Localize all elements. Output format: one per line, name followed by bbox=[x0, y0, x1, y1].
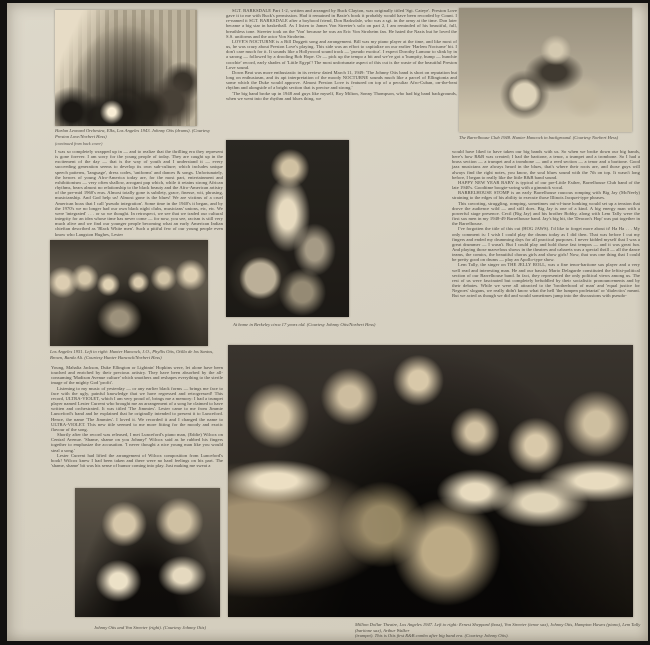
caption-barrelhouse-club: The Barrelhouse Club 1948. Hunter Hancock in background. (Courtesy Norbert Hess) bbox=[459, 135, 619, 140]
album-page bbox=[7, 3, 648, 641]
caption-harlan-leonard: Harlan Leonard Orchestra, Elks, Los Angeles 1943. Johnny Otis (drums). (Courtesy Preston Love/Norbert Hess) bbox=[55, 128, 210, 139]
photo-los-angeles-1951-group bbox=[50, 240, 208, 346]
paragraph: would have liked to have taken our big bands with us. So when we broke down our big bands, here's how R&B was created; I had the baritone, a tenor, a trumpet and a trombone. So I had a brass section — a trumpet and a trombone — and a reed section — a tenor and a baritone. Good jazz musicians are always heard in the blues, that's where their roots are, and those guys will always find the right notes, you know, the soul blues sound with the 7th on top. It wasn't long before, I began to really like the little R&B band sound. bbox=[452, 149, 640, 180]
paragraph: Shortly after the record was released, I met Lunceford's piano man, (Eddie) Wilcox on Central Avenue. 'Shame, shame on you Johnny!' Wilcox said as he rubbed his fingers together to emphasize the accusation. 'I never thought a nice young man like you would steal a song.' bbox=[51, 432, 223, 453]
paragraph: Lem Tally, the singer on THE JELLY ROLL, was a fine tenor-baritone sax player and a very well read and interesting man. He and our bassist Mario Delagarde constituted the leftist-political section of our Barrelhouse band. In fact, they represented the only political views among us. The rest of us were fascinated but completely befuddled by their socialistic pronouncements and by their debates. While we were all attracted to the 'brotherhood of man' and 'equal justice for Negroes' slogans, we really didn't know what the hell 'the lumpen proletariat' or 'dialectics' meant. But we acted as though we did and would sometimes jump into the discussions with pseudo- bbox=[452, 262, 640, 299]
paragraph: Lester Current had lifted the arrangement of Wilcox composition from Lunceford's book! Wilcox knew I had been taken and there were no hard feelings on his part. The 'shame, shame' bit was his sense of humor coming into play. Just making me sweat a bbox=[51, 452, 223, 468]
photo-berkeley-drummer bbox=[226, 140, 349, 317]
continued-from-back-cover-note: (continued from back cover) bbox=[55, 141, 103, 146]
paragraph: BARRELHOUSE STOMP is an early Barrelhouse raucous romping with Big Jay (McNeely) straining to the edges of his ability to execute those Illinois Jacquet-type phrases. bbox=[452, 190, 640, 201]
caption-los-angeles-1951: Los Angeles 1951. Left to right: Hunter Hancock, J.O., Phyllis Otis, Otilla de los Santos, Brown, Bardu Ali. (Courtesy Hunter Hancock/Norbert Hess) bbox=[50, 349, 214, 360]
paragraph: 'The big band broke up in 1948 and guys like myself, Roy Milton, Sonny Thompson, who had big band backgrounds, when we went into the rhythm and blues thing, we bbox=[226, 90, 457, 101]
caption-berkeley: At home in Berkeley circa 17 years old. (Courtesy Johnny Otis/Norbert Hess) bbox=[233, 322, 376, 327]
caption-otis-von-streeter: Johnny Otis and Von Streeter (right). (Courtesy Johnny Otis) bbox=[94, 625, 206, 630]
photo-barrelhouse-club bbox=[459, 8, 632, 132]
caption-line: (trumpet). This is Otis first R&B combo after big band era. (Courtesy Johnny Otis). bbox=[355, 633, 509, 638]
paragraph: I was so completely wrapped up in — and to realize that the thrilling era they represent is gone forever. I am sorry for the young people of today. They are caught up in the excitement of the day — that is the way of youth and I understand it — every succeeding generation seems to develop its own sub-culture; which includes unique speech patterns, 'language', dress codes, 'uniforms' and dances & songs. Unfortunately, the heroes of young Afro-America today are, for the most part, entertainment and exhibitionism — very often shallow, arrogant pap which, while it retains strong African rhythms, bears almost no relationship to the black beauty and the Afro-American artistry of the pre-mid 1960's eras. Almost totally gone is subtlety, grace, finesse, wit, phrasing, musicianship. And God help us! Almost gone is the blues! We are victims of a cruel American hoax that I call 'pseudo integration'. Some time in the 1940's it began, and by the 1970's we no longer had our own black night clubs, musicians' unions, etc, etc. We were 'integrated' . . . or so we thought. In retrospect, we see that we traded our cultural integrity for an idea whose time has never come — for now, you see, racism is still very much alive and we find our younger people becoming what an early American Indian chieftan described as 'Black White men'. Such a pitiful few of our young people even know who Langston Hughes, Lester bbox=[55, 149, 223, 237]
paragraph: LOVE'S NOCTURNE is a Bill Doggett song and arrangement. Bill was my piano player at the time, and like most of us, he was crazy about Preston Love's playing. This side was an effort to capitalize on our earlier 'Harlem Nocturne' bit. I don't care much for it. It sounds like a Hollywood sound track — 'pseudo exotica'. I expect Dorothy Lamour to slink by in a sarong — followed by a drooling Bob Hope. Or — pick up the tempo a bit and we've got a 'humpity, bump — hunchie coochie' record, early shades of 'Little Egypt'! The most unfortunate aspect of this cut is the waste of the beautiful Preston Love sound. bbox=[226, 38, 457, 70]
paragraph: SGT. BARKSDALE Part 1-2, written and arranged by Buck Clayton, was originally titled 'Sgt. Cateye'. Preston Love gave it to me with Buck's permission. Had it remained in Basie's book it probably would have been recorded by Count. I re-named it SGT. BARKSDALE after a boyhood friend, Don Barksdale, who was a sgt. in the army at the time. Don later became a big star in basketball. As I listen to James Von Streeter's solo on part 2, I am reminded of his beautiful, full, breathless tone. Streeter took on the 'Von' because he was an Eric Von Stroheim fan. He hated the Nazis but he loved the S.S. uniforms and the actor Von Stroheim. bbox=[226, 8, 457, 39]
liner-notes-middle-column bbox=[226, 8, 457, 140]
photo-harlan-leonard-orchestra bbox=[55, 10, 197, 126]
paragraph: Young, Mahalia Jackson, Duke Ellington or Lightnin' Hopkins were, let alone have been touched and enriched by their precious artistry. They have been absorbed by the all-consuming 'Madison Avenue culture' which smothers and reshapes everything to the sterile image of the mighty God 'profit'. bbox=[51, 365, 223, 386]
photo-otis-and-von-streeter bbox=[75, 488, 220, 617]
liner-notes-right-column bbox=[452, 149, 640, 347]
paragraph: Down Beat was more enthusiastic in its review dated March 11, 1949: 'The Johnny Otis band is short on reputation but long on enthusiasm, and its apt interpretation of the moody NOCTURNE sounds much like a parcel of Ellingtonia and some which the Duke would approve. Almost Preston Love is featured on top of a peculiar Afro-Cuban, on-the-beat rhythm and alongside of a bright section that is precise and strong.' bbox=[226, 69, 457, 91]
photo-million-dollar-theatre bbox=[228, 345, 633, 617]
paragraph: HAPPY NEW YEAR BABY is typical of our pre-Little Esther, Barrelhouse Club band of the late 1940's. Goodtime boogie-swing with a gimmick vocal. bbox=[452, 179, 640, 191]
liner-notes-left-paragraph-2 bbox=[51, 365, 223, 487]
paragraph: This cavorting, struggling, romping, sometimes out-of-tune honking would set up a tension that drove the audience wild — and still does. Big Jay is one of a kind. A big energy man with a powerful stage presence. Cecil (Big Jay) and his brother Bobby, along with Lem Tally were the first sax men in my 1948-49 Barrelhouse band. Jay's big hit, the 'Deacon's Hop' was put together in the Barrelhouse. bbox=[452, 200, 640, 227]
caption-million-dollar-theatre bbox=[355, 622, 649, 639]
liner-notes-left-paragraph-1 bbox=[55, 149, 223, 239]
caption-line: Million Dollar Theatre, Los Angeles 1947. Left to right: Ernest Sheppard (bass), Von Streeter (tenor sax), Johnny Otis, Hampton Hawes (piano), Lem Tally (baritone sax), Arthur Walker bbox=[355, 622, 641, 633]
paragraph: Listening to my music of yesterday — or any earlier black forms — brings me face to face with the ugly, painful knowledge that we have regressed and retrogressed! This record, ULTRA-VIOLET, which I am very proud of, brings me a memory: I had a trumpet player named Lester Current who brought me an arrangement of a song he claimed to have written and orchestrated. It was titled 'The Jimmies'. Lester came to me from Jimmie Lunceford's band and he explained that he originally intended to present it to Lunceford. Hence, the name 'The Jimmies'. I loved it. We recorded it and I changed the name to ULTRA-VIOLET. This new title seemed to me more fitting for the moody and exotic flavour of the song. bbox=[51, 385, 223, 432]
paragraph: I've forgotten the title of this cut (HOG JAWS). I'd like to forget more about it! Ha Ha . . . My only comment is: I wish I could play the drums today as I did then. That was before I cut my fingers and ended my drumming days for all practical purposes. I never kidded myself that I was a great drummer — I wasn't. But I could play and hold those fast tempos — and it was great fun. And playing those marvelous shows in the theatres and cabarets was a special thrill — all the dance teams, the comics, the beautiful chorus girls and show girls! Now, that was one thing that I could be pretty good on drums — play an Apollo-type show. bbox=[452, 226, 641, 263]
